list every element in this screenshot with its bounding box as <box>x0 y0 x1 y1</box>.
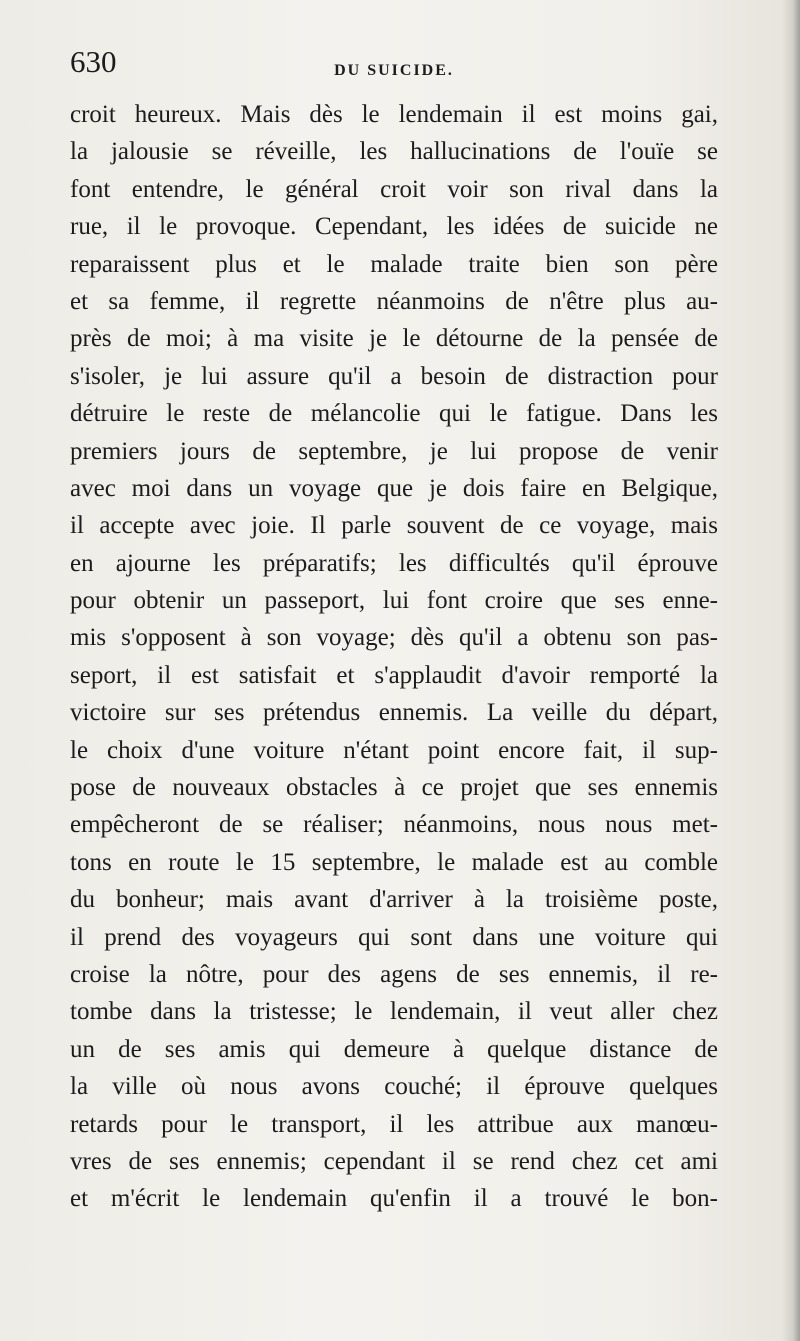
text-line: croise la nôtre, pour des agens de ses ennemis, il re- <box>70 960 718 988</box>
text-line: près de moi; à ma visite je le détourne de la pensée de <box>70 325 718 353</box>
text-line: et m'écrit le lendemain qu'enfin il a trouvé le bon- <box>70 1185 718 1213</box>
page-header <box>70 44 718 84</box>
text-line: détruire le reste de mélancolie qui le fatigue. Dans les <box>70 400 718 428</box>
text-line: pour obtenir un passeport, lui font croire que ses enne- <box>70 587 718 615</box>
text-line: avec moi dans un voyage que je dois faire en Belgique, <box>70 474 718 502</box>
text-line: empêcheront de se réaliser; néanmoins, nous nous met- <box>70 811 718 839</box>
text-line: tombe dans la tristesse; le lendemain, il veut aller chez <box>70 998 718 1026</box>
text-line: tons en route le 15 septembre, le malade est au comble <box>70 848 718 876</box>
text-line: retards pour le transport, il les attribue aux manœu- <box>70 1110 718 1138</box>
text-line: le choix d'une voiture n'étant point encore fait, il sup- <box>70 736 718 764</box>
text-line: la jalousie se réveille, les hallucinations de l'ouïe se <box>70 138 718 166</box>
text-line: un de ses amis qui demeure à quelque distance de <box>70 1035 718 1063</box>
text-line: vres de ses ennemis; cependant il se rend chez cet ami <box>70 1147 718 1175</box>
text-line: il accepte avec joie. Il parle souvent de ce voyage, mais <box>70 512 718 540</box>
text-line: rue, il le provoque. Cependant, les idées de suicide ne <box>70 213 718 241</box>
text-line: mis s'opposent à son voyage; dès qu'il a obtenu son pas- <box>70 624 718 652</box>
running-title: DU SUICIDE. <box>334 62 454 79</box>
text-line: croit heureux. Mais dès le lendemain il est moins gai, <box>70 101 718 128</box>
text-line: la ville où nous avons couché; il éprouve quelques <box>70 1073 718 1101</box>
page-number: 630 <box>70 44 117 79</box>
page-edge-shadow <box>782 0 800 1341</box>
text-line: s'isoler, je lui assure qu'il a besoin de distraction pour <box>70 362 718 390</box>
text-line: font entendre, le général croit voir son rival dans la <box>70 175 718 203</box>
text-line: et sa femme, il regrette néanmoins de n'être plus au- <box>70 287 718 315</box>
text-line: il prend des voyageurs qui sont dans une voiture qui <box>70 923 718 951</box>
text-line: premiers jours de septembre, je lui propose de venir <box>70 437 718 465</box>
text-line: victoire sur ses prétendus ennemis. La veille du départ, <box>70 699 718 727</box>
text-line: seport, il est satisfait et s'applaudit d'avoir remporté la <box>70 661 718 689</box>
text-line: pose de nouveaux obstacles à ce projet que ses ennemis <box>70 774 718 802</box>
text-line: du bonheur; mais avant d'arriver à la troisième poste, <box>70 886 718 914</box>
text-line: reparaissent plus et le malade traite bien son père <box>70 250 718 278</box>
text-line: en ajourne les préparatifs; les difficultés qu'il éprouve <box>70 549 718 577</box>
body-text <box>70 96 718 1218</box>
